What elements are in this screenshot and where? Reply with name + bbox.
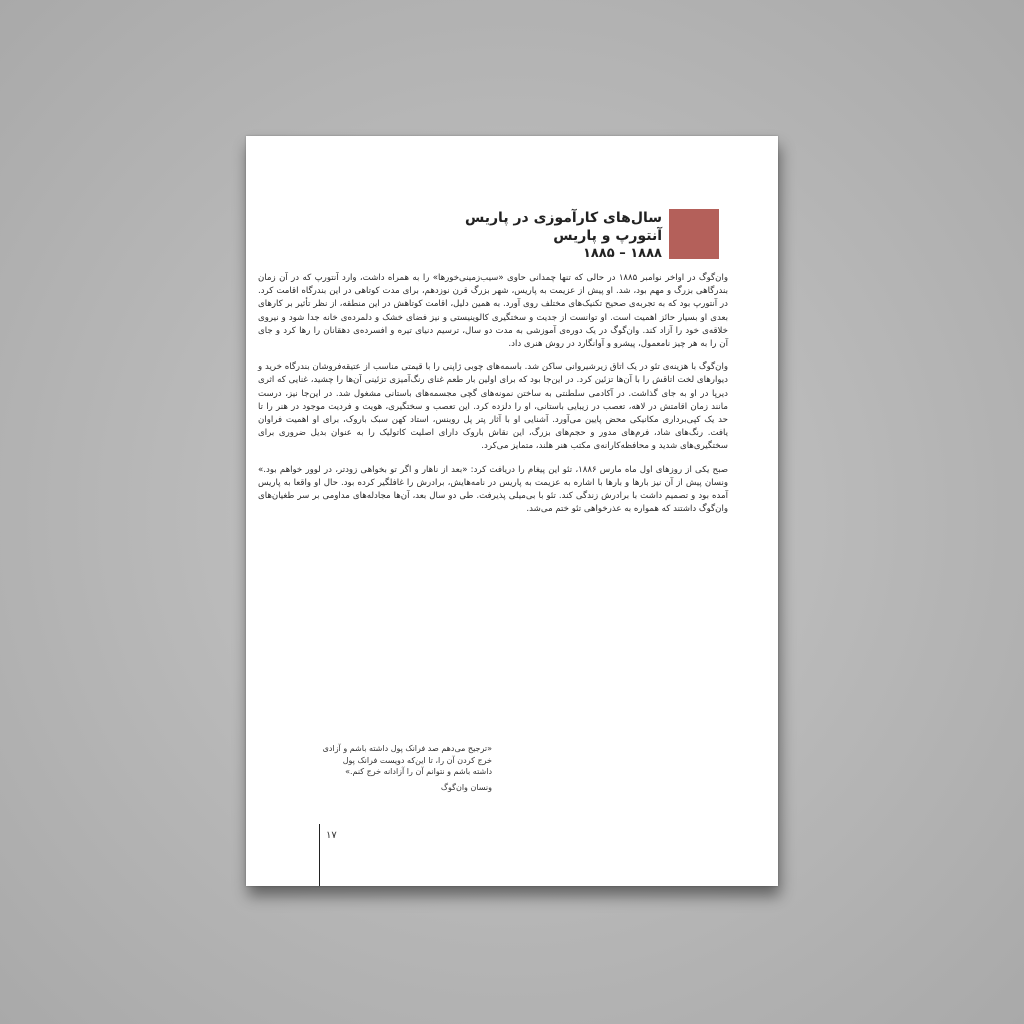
accent-square (669, 209, 719, 259)
chapter-years: ۱۸۸۸ – ۱۸۸۵ (582, 246, 662, 261)
chapter-title: سال‌های کارآموزی در پاریس (464, 210, 662, 226)
quote-author: ونسان وان‌گوگ (440, 782, 492, 792)
side-quote (322, 743, 492, 793)
chapter-subtitle: آنتورپ و پاریس (553, 228, 662, 244)
paragraph-1: وان‌گوگ در اواخر نوامبر ۱۸۸۵ در حالی که تنها چمدانی حاوی «سیب‌زمینی‌خورها» را به همراه داشت، وارد آنتورپ که در آن زمان بندرگاهی بزرگ و مهم بود، شد. او پیش از عزیمت به پاریس، شهر بزرگ قرن نوزدهم، برای مدت کوتاهی در این بندرگاه اقامت کرد. در آنتورپ بود که به تجربه‌ی صحیح تکنیک‌های مختلف روی آورد. به همین دلیل، اقامت کوتاهش در این منطقه، از نظر تأثیر بر کارهای بعدی او بسیار حائز اهمیت است. او توانست از جدیت و سختگیری کالوینیستی و نیز فضای خشک و دلمرده‌ی خانه جدا شود و نیروی خلاقه‌ی خود را آزاد کند. وان‌گوگ در یک دوره‌ی آموزشی به مدت دو سال، ترسیم دنیای تیره و افسرده‌ی دهقانان را رها کرد و جای آن را به هر چیز نامعمول، پیشرو و آوانگارد در روش هنری داد. (258, 273, 728, 350)
body-text (258, 272, 728, 526)
page-number: ۱۷ (326, 830, 337, 841)
margin-rule (319, 824, 320, 886)
quote-text: «ترجیح می‌دهم صد فرانک پول داشته باشم و آزادی خرج کردن آن را، تا این‌که دویست فرانک پول داشته باشم و نتوانم آن را آزادانه خرج کنم.» (322, 744, 492, 776)
paragraph-3: صبح یکی از روزهای اول ماه مارس ۱۸۸۶، تئو این پیغام را دریافت کرد: «بعد از ناهار و اگر تو بخواهی زودتر، در لوور خواهم بود.» ونسان پیش از آن نیز بارها و بارها با اشاره به عزیمت به پاریس در نامه‌هایش، برادرش را غافلگیر کرده بود. حال او واقعا به پاریس آمده بود و تصمیم داشت با برادرش زندگی کند. تئو با بی‌میلی پذیرفت. طی دو سال بعد، آن‌ها مجادله‌های مداومی بر سر طغیان‌های وان‌گوگ داشتند که همواره به عذرخواهی تئو ختم می‌شد. (258, 464, 728, 515)
book-page (246, 136, 778, 886)
paragraph-2: وان‌گوگ با هزینه‌ی تئو در یک اتاق زیرشیروانی ساکن شد. باسمه‌های چوبی ژاپنی را با قیمتی مناسب از عتیقه‌فروشان بندرگاه خرید و دیوارهای لخت اتاقش را با آن‌ها تزئین کرد. در این‌جا بود که برای اولین بار طعم غنای رنگ‌آمیزی تزئینی آن‌ها را چشید، غنایی که اثری دیرپا در او به جای گذاشت. در آکادمی سلطنتی به ساختن نمونه‌های گچی مجسمه‌های باستانی مشغول شد. در این‌جا نیز، درست مانند زمان اقامتش در لاهه، تعصب در زیبایی باستانی، او را دلزده کرد. این تعصب و سختگیری، هویت و فردیت موجود در هنر را تا حد یک کپی‌برداری مکانیکی محض پایین می‌آورد. آشنایی او با آثار پتر پل روبنس، استاد کهن سبک باروک، برای او اهمیت فراوان یافت. رنگ‌های شاد، فرم‌های مدور و حجم‌های بزرگ، این نقاش باروک دارای اصلیت کاتولیک را به عنوان بدیل ضروری برای سختگیری‌های شدید و محافظه‌کارانه‌ی مکتب هنر هلند، متمایز می‌کرد. (258, 362, 728, 452)
chapter-heading (266, 209, 662, 262)
